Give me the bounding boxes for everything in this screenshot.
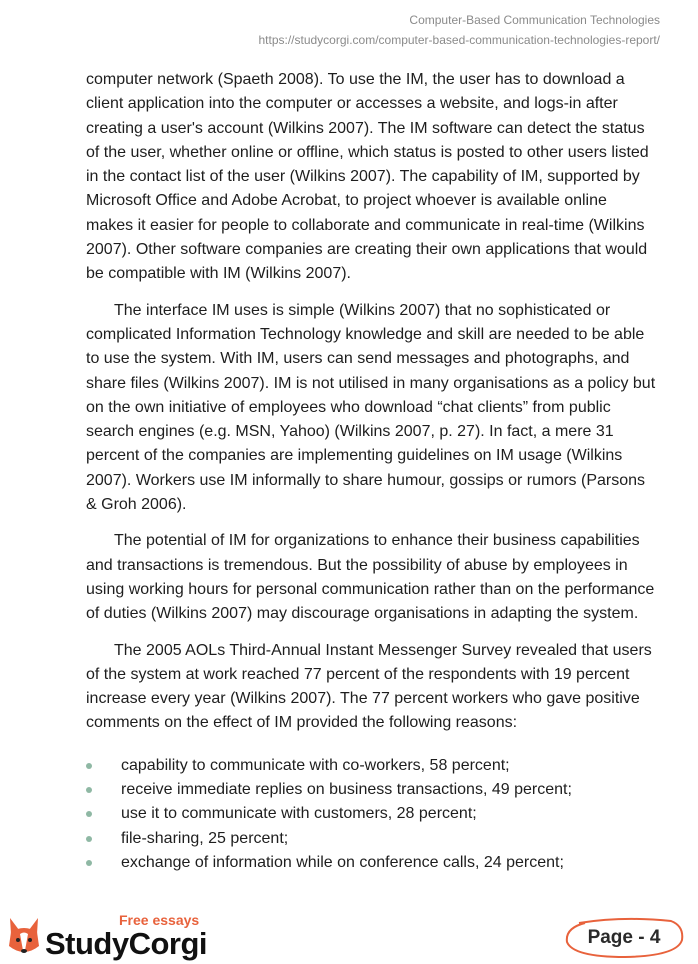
list-item-text: capability to communicate with co-workers, 58 percent; bbox=[121, 757, 510, 774]
list-item bbox=[86, 851, 666, 875]
paragraph: The potential of IM for organizations to enhance their business capabilities and transactions is tremendous. But the possibility of abuse by employees in using working hours for personal communication rather than on the performance of duties (Wilkins 2007) may discourage organisations in adapting the system. bbox=[86, 532, 655, 623]
bullet-icon bbox=[86, 811, 92, 817]
logo-tagline: Free essays bbox=[119, 912, 200, 928]
document-body bbox=[86, 68, 658, 748]
page-number-badge bbox=[563, 914, 685, 960]
studycorgi-logo[interactable] bbox=[7, 912, 217, 960]
list-item-text: exchange of information while on conference calls, 24 percent; bbox=[121, 853, 564, 871]
list-item bbox=[86, 778, 666, 802]
list-item bbox=[86, 802, 666, 826]
document-title: Computer-Based Communication Technologies bbox=[409, 13, 660, 27]
list-item bbox=[86, 827, 666, 851]
logo-brand: StudyCorgi bbox=[45, 926, 208, 961]
bullet-icon bbox=[86, 860, 92, 866]
document-url: https://studycorgi.com/computer-based-communication-technologies-report/ bbox=[258, 33, 660, 47]
bullet-icon bbox=[86, 763, 92, 769]
bullet-icon bbox=[86, 836, 92, 842]
list-item-text: file-sharing, 25 percent; bbox=[121, 829, 289, 847]
list-item bbox=[86, 754, 666, 778]
list-item-text: use it to communicate with customers, 28 percent; bbox=[121, 805, 477, 823]
paragraph: The interface IM uses is simple (Wilkins 2007) that no sophisticated or complicated Information Technology knowledge and skill are needed to be able to use the system. With IM, users can send messages and photographs, and share files (Wilkins 2007). IM is not utilised in many organisations as a policy but on the own initiative of employees who download “chat clients” from public search engines (e.g. MSN, Yahoo) (Wilkins 2007, p. 27). In fact, a mere 31 percent of the companies are implementing guidelines on IM usage (Wilkins 2007). Workers use IM informally to share humour, gossips or rumors (Parsons & Groh 2006). bbox=[86, 301, 656, 514]
reasons-list bbox=[86, 754, 666, 875]
bullet-icon bbox=[86, 787, 92, 793]
list-item-text: receive immediate replies on business transactions, 49 percent; bbox=[121, 781, 572, 799]
page-number: Page - 4 bbox=[587, 927, 661, 948]
corgi-icon bbox=[7, 916, 41, 958]
paragraph: computer network (Spaeth 2008). To use the IM, the user has to download a client application into the computer or accesses a website, and logs-in after creating a user's account (Wilkins 2007). The IM software can detect the status of the user, whether online or offline, which status is posted to other users listed in the contact list of the user (Wilkins 2007). The capability of IM, supported by Microsoft Office and Adobe Acrobat, to project whoever is available online makes it easier for people to collaborate and communicate in real-time (Wilkins 2007). Other software companies are creating their own applications that would be compatible with IM (Wilkins 2007). bbox=[86, 71, 649, 283]
paragraph: The 2005 AOLs Third-Annual Instant Messenger Survey revealed that users of the system at work reached 77 percent of the respondents with 19 percent increase every year (Wilkins 2007). The 77 percent workers who gave positive comments on the effect of IM provided the following reasons: bbox=[86, 641, 652, 732]
